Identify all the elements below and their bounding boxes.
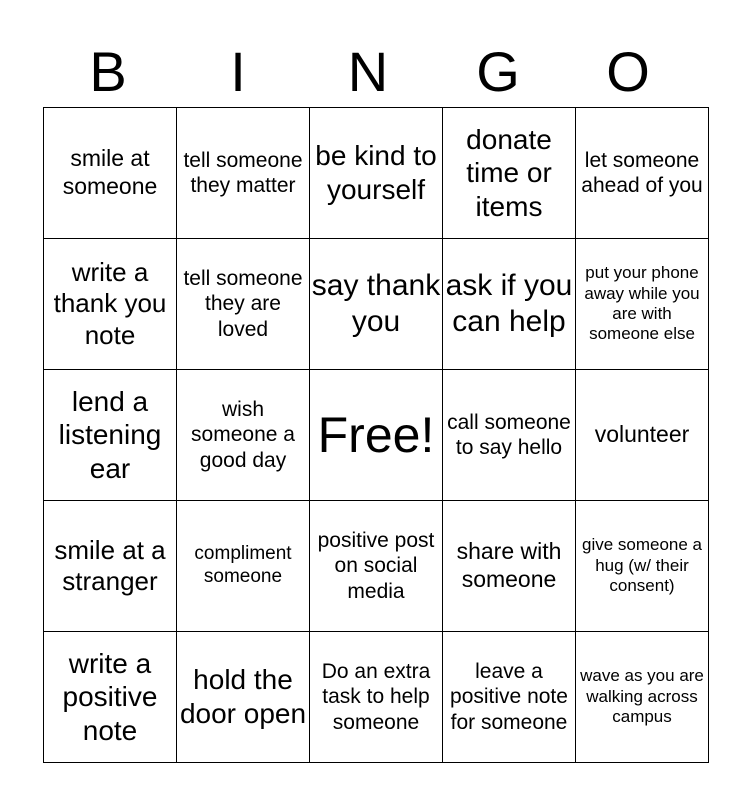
bingo-cell: say thank you (310, 239, 443, 370)
bingo-cell: call someone to say hello (443, 370, 576, 501)
bingo-cell: let someone ahead of you (576, 108, 709, 239)
bingo-cell: compliment someone (177, 501, 310, 632)
bingo-cell: leave a positive note for someone (443, 632, 576, 763)
bingo-cell: ask if you can help (443, 239, 576, 370)
bingo-grid (43, 107, 709, 763)
bingo-cell: give someone a hug (w/ their consent) (576, 501, 709, 632)
header-letter-b: B (89, 40, 127, 103)
bingo-cell: be kind to yourself (310, 108, 443, 239)
bingo-cell: positive post on social media (310, 501, 443, 632)
grid-row (44, 239, 709, 370)
bingo-cell: smile at a stranger (44, 501, 177, 632)
bingo-cell: smile at someone (44, 108, 177, 239)
bingo-cell: tell someone they are loved (177, 239, 310, 370)
bingo-cell: volunteer (576, 370, 709, 501)
grid-row (44, 370, 709, 501)
bingo-cell: tell someone they matter (177, 108, 310, 239)
bingo-cell: lend a listening ear (44, 370, 177, 501)
grid-row (44, 632, 709, 763)
bingo-cell: wish someone a good day (177, 370, 310, 501)
bingo-cell: put your phone away while you are with someone else (576, 239, 709, 370)
header-letter-i: I (230, 40, 246, 103)
bingo-header (43, 36, 693, 108)
bingo-cell: wave as you are walking across campus (576, 632, 709, 763)
header-letter-g: G (476, 40, 520, 103)
bingo-cell: write a positive note (44, 632, 177, 763)
grid-row (44, 108, 709, 239)
bingo-cell: Do an extra task to help someone (310, 632, 443, 763)
header-letter-o: O (606, 40, 650, 103)
header-letter-n: N (347, 40, 389, 103)
grid-row (44, 501, 709, 632)
bingo-cell: donate time or items (443, 108, 576, 239)
free-space-cell: Free! (310, 370, 443, 501)
bingo-cell: hold the door open (177, 632, 310, 763)
bingo-cell: share with someone (443, 501, 576, 632)
bingo-cell: write a thank you note (44, 239, 177, 370)
